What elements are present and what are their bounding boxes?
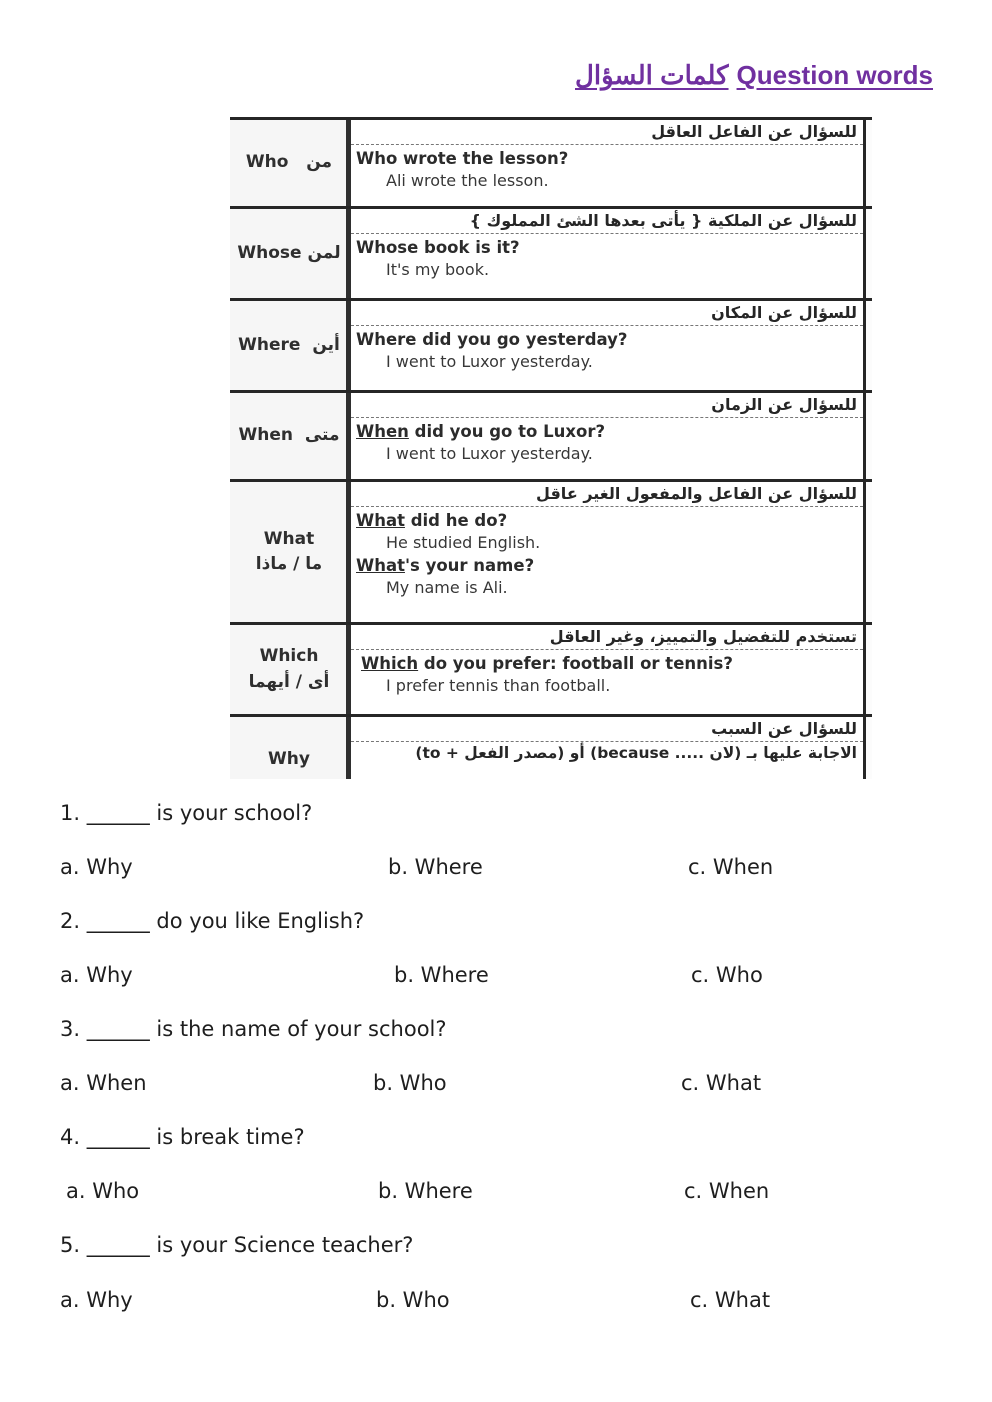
example-answer: My name is Ali. xyxy=(386,578,508,597)
word-cell: Whose لمن xyxy=(230,209,348,298)
option-1c[interactable]: c. When xyxy=(688,855,774,879)
word-cell: Where أين xyxy=(230,301,348,390)
arabic-rule: للسؤال عن المكان xyxy=(351,301,863,326)
example-answer: I went to Luxor yesterday. xyxy=(386,352,593,371)
example-question: What's your name? xyxy=(356,556,535,575)
option-2c[interactable]: c. Who xyxy=(691,963,763,987)
option-2a[interactable]: a. Why xyxy=(60,963,133,987)
example-question: What did he do? xyxy=(356,511,508,530)
word-cell: What ما / ماذا xyxy=(230,482,348,622)
example-question: When did you go to Luxor? xyxy=(356,422,606,441)
arabic-rule: تستخدم للتفضيل والتمييز، وغير العاقل xyxy=(351,625,863,650)
example-answer: Ali wrote the lesson. xyxy=(386,171,549,190)
example-question: Who wrote the lesson? xyxy=(356,149,569,168)
option-1a[interactable]: a. Why xyxy=(60,855,133,879)
option-4c[interactable]: c. When xyxy=(684,1179,770,1203)
page-title-arabic: كلمات السؤال xyxy=(575,60,729,90)
arabic-rule: للسؤال عن الفاعل والمفعول الغير عاقل xyxy=(351,482,863,507)
option-3c[interactable]: c. What xyxy=(681,1071,762,1095)
option-5c[interactable]: c. What xyxy=(690,1288,771,1312)
quiz xyxy=(60,0,940,1402)
question-1: 1. ______ is your school? xyxy=(60,801,313,825)
option-4a[interactable]: a. Who xyxy=(66,1179,140,1203)
arabic-note: الاجابة عليها بـ (لان ..... because) أو (مصدر الفعل + to) xyxy=(415,744,857,762)
answer-blank[interactable]: ______ xyxy=(86,801,150,825)
option-5b[interactable]: b. Who xyxy=(376,1288,450,1312)
option-2b[interactable]: b. Where xyxy=(394,963,489,987)
example-question: Whose book is it? xyxy=(356,238,520,257)
answer-blank[interactable]: ______ xyxy=(86,1017,150,1041)
arabic-rule: للسؤال عن السبب xyxy=(351,717,863,742)
example-answer: He studied English. xyxy=(386,533,541,552)
option-3a[interactable]: a. When xyxy=(60,1071,147,1095)
question-3: 3. ______ is the name of your school? xyxy=(60,1017,447,1041)
arabic-rule: للسؤال عن الفاعل العاقل xyxy=(351,120,863,145)
option-4b[interactable]: b. Where xyxy=(378,1179,473,1203)
question-2: 2. ______ do you like English? xyxy=(60,909,365,933)
example-answer: It's my book. xyxy=(386,260,490,279)
example-question: Which do you prefer: football or tennis? xyxy=(361,654,733,673)
answer-blank[interactable]: ______ xyxy=(86,909,150,933)
example-question: Where did you go yesterday? xyxy=(356,330,628,349)
example-answer: I went to Luxor yesterday. xyxy=(386,444,593,463)
word-cell: When متى xyxy=(230,393,348,479)
word-cell: Which أى / أيهما xyxy=(230,625,348,714)
example-answer: I prefer tennis than football. xyxy=(386,676,611,695)
option-1b[interactable]: b. Where xyxy=(388,855,483,879)
question-4: 4. ______ is break time? xyxy=(60,1125,305,1149)
word-cell: Who من xyxy=(230,120,348,206)
page-title-english: Question words xyxy=(736,60,933,90)
option-5a[interactable]: a. Why xyxy=(60,1288,133,1312)
word-cell: Why xyxy=(230,717,348,779)
question-5: 5. ______ is your Science teacher? xyxy=(60,1233,414,1257)
answer-blank[interactable]: ______ xyxy=(86,1233,150,1257)
option-3b[interactable]: b. Who xyxy=(373,1071,447,1095)
arabic-rule: للسؤال عن الملكية { يأتى بعدها الشئ المملوك } xyxy=(351,209,863,234)
arabic-rule: للسؤال عن الزمان xyxy=(351,393,863,418)
answer-blank[interactable]: ______ xyxy=(86,1125,150,1149)
